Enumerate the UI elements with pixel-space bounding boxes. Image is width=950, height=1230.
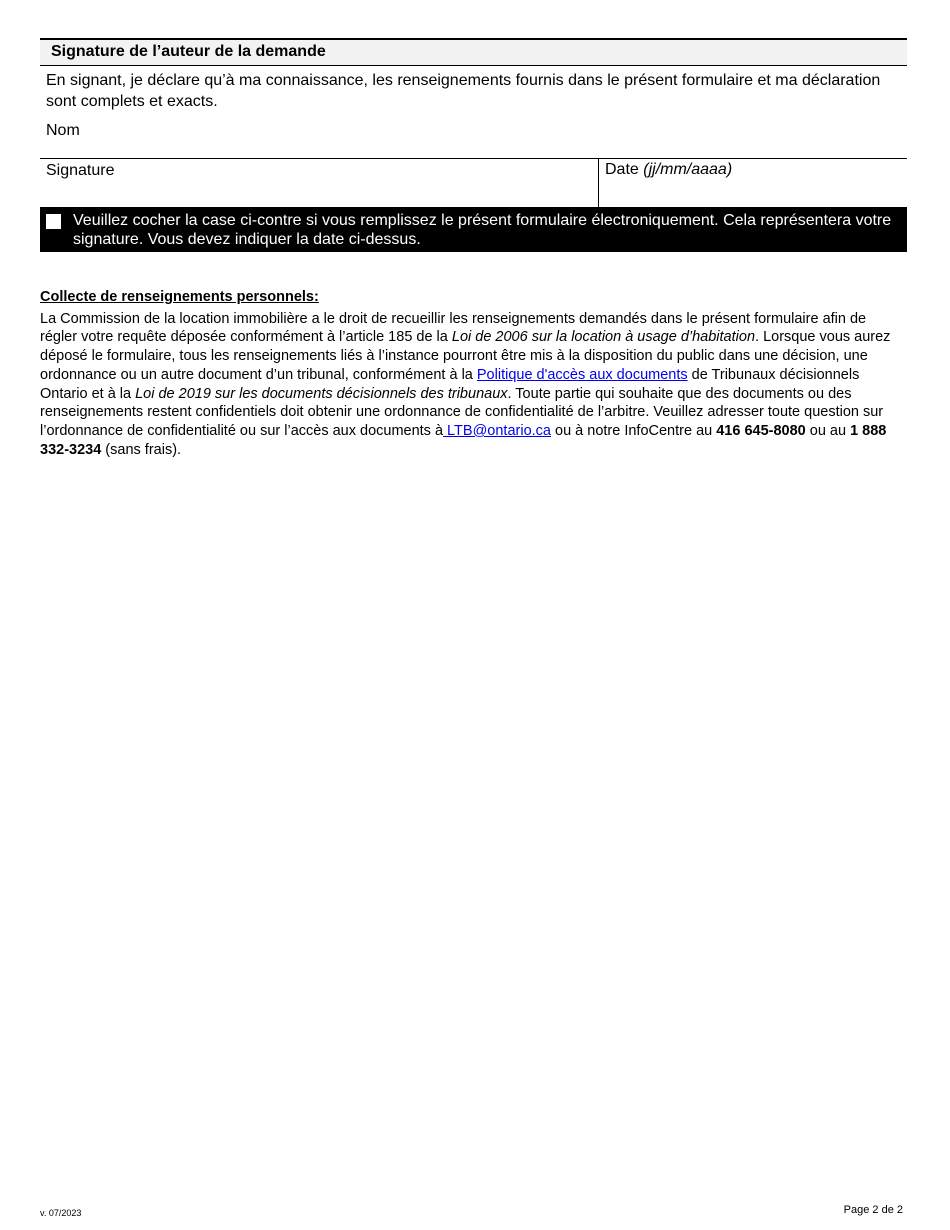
date-field[interactable] (599, 159, 907, 207)
electronic-signature-bar (40, 207, 907, 252)
privacy-text-5: ou à notre InfoCentre au (550, 422, 717, 439)
signature-label: Signature (46, 162, 115, 179)
electronic-signature-text: Veuillez cocher la case ci-contre si vous remplissez le présent formulaire électroniquement. Cela représentera votre signature. Vous devez indiquer la date ci-dessus. (73, 212, 892, 248)
date-label: Date (605, 161, 639, 178)
privacy-paragraph (40, 310, 906, 460)
access-policy-link[interactable]: Politique d'accès aux documents (476, 366, 688, 383)
section-title: Signature de l’auteur de la demande (40, 38, 907, 66)
phone-local: 416 645-8080 (716, 422, 806, 439)
privacy-text-4: . Toute partie qui souhaite que des documents ou des renseignements restent confidentiels doit obtenir une ordonnance de confidentialité de l’arbitre. Veuillez adresser toute question sur l’ordonnance de confidentialité ou sur l’accès aux documents à (40, 385, 884, 439)
law-2019-reference: Loi de 2019 sur les documents décisionnels des tribunaux (135, 385, 508, 402)
page-number: Page 2 de 2 (843, 1204, 903, 1216)
privacy-text-6: ou au (805, 422, 851, 439)
signature-field[interactable] (40, 159, 599, 207)
signature-section (40, 38, 907, 252)
law-2006-reference: Loi de 2006 sur la location à usage d’habitation (451, 329, 756, 346)
declaration-text: En signant, je déclare qu’à ma connaissance, les renseignements fournis dans le présent formulaire et ma déclaration sont complets et exacts. (46, 72, 881, 110)
electronic-signature-checkbox[interactable] (46, 214, 61, 229)
signature-date-row (40, 159, 907, 207)
phone-tollfree: 1 888 332-3234 (40, 422, 887, 458)
name-field[interactable] (40, 117, 907, 159)
privacy-text-3: de Tribunaux décisionnels Ontario et à la (40, 366, 860, 402)
privacy-text-7: (sans frais). (101, 441, 182, 458)
privacy-title: Collecte de renseignements personnels: (40, 289, 319, 305)
version-label: v. 07/2023 (40, 1208, 82, 1218)
name-label: Nom (46, 122, 80, 139)
privacy-notice (40, 288, 906, 459)
privacy-text-2: . Lorsque vous aurez déposé le formulaire, tous les renseignements liés à l’instance pourront être mis à la disposition du public dans une décision, une ordonnance ou un autre document d’un tribunal, conformément à la (40, 329, 891, 383)
privacy-text-1: La Commission de la location immobilière a le droit de recueillir les renseignements demandés dans le présent formulaire afin de régler votre requête déposée conformément à l’article 185 de la (40, 310, 867, 346)
date-format: (jj/mm/aaaa) (643, 161, 733, 178)
ltb-email-link[interactable]: LTB@ontario.ca (443, 422, 551, 439)
